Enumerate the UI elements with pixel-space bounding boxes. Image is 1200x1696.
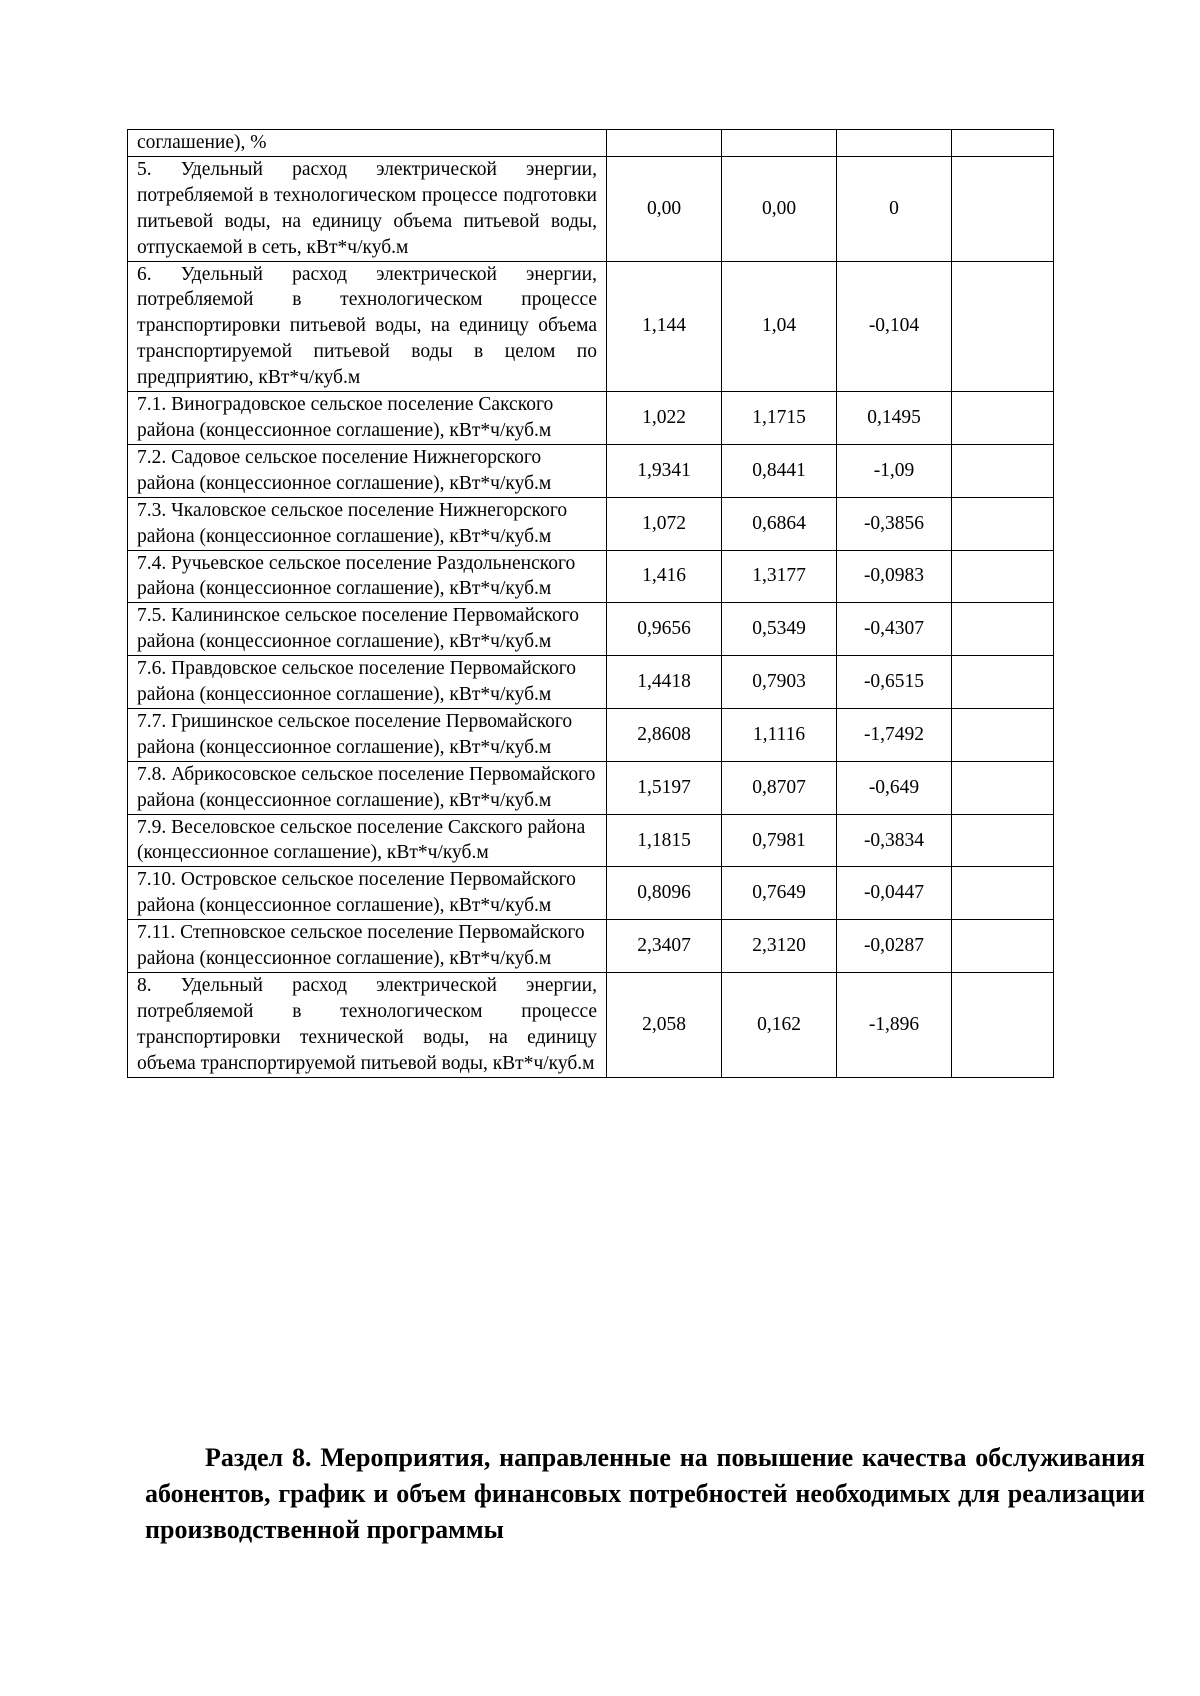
- value-cell-4: [952, 550, 1054, 603]
- table-row: [128, 497, 1054, 550]
- value-cell-4: [952, 656, 1054, 709]
- value-cell-2: 0,8441: [722, 444, 837, 497]
- value-cell-3: -0,0983: [837, 550, 952, 603]
- value-cell-4: [952, 973, 1054, 1078]
- indicator-name-cell: 7.7. Гришинское сельское поселение Первомайского района (концессионное соглашение), кВт*ч/куб.м: [128, 708, 607, 761]
- value-cell-1: 2,058: [607, 973, 722, 1078]
- indicator-name-cell: 7.3. Чкаловское сельское поселение Нижнегорского района (концессионное соглашение), кВт*ч/куб.м: [128, 497, 607, 550]
- value-cell-4: [952, 130, 1054, 157]
- value-cell-2: 1,1116: [722, 708, 837, 761]
- table-row: [128, 920, 1054, 973]
- value-cell-1: 1,022: [607, 392, 722, 445]
- table-row: [128, 444, 1054, 497]
- value-cell-2: 1,1715: [722, 392, 837, 445]
- value-cell-1: 1,1815: [607, 814, 722, 867]
- table-row: [128, 761, 1054, 814]
- table-row: [128, 392, 1054, 445]
- value-cell-2: 0,162: [722, 973, 837, 1078]
- value-cell-3: -0,6515: [837, 656, 952, 709]
- value-cell-1: 2,8608: [607, 708, 722, 761]
- value-cell-4: [952, 761, 1054, 814]
- indicator-name-cell: 6. Удельный расход электрической энергии, потребляемой в технологическом процессе транспортировки питьевой воды, на единицу объема транспортируемой питьевой воды в целом по предприятию, кВт*ч/куб.м: [128, 261, 607, 392]
- indicators-table-body: [128, 130, 1054, 1078]
- value-cell-1: 1,9341: [607, 444, 722, 497]
- value-cell-4: [952, 867, 1054, 920]
- value-cell-4: [952, 392, 1054, 445]
- value-cell-2: 0,6864: [722, 497, 837, 550]
- value-cell-4: [952, 444, 1054, 497]
- value-cell-3: -0,0447: [837, 867, 952, 920]
- table-row: [128, 156, 1054, 261]
- value-cell-3: -0,104: [837, 261, 952, 392]
- value-cell-4: [952, 814, 1054, 867]
- value-cell-2: 0,8707: [722, 761, 837, 814]
- value-cell-1: 1,072: [607, 497, 722, 550]
- value-cell-4: [952, 708, 1054, 761]
- value-cell-3: -1,7492: [837, 708, 952, 761]
- value-cell-1: 0,8096: [607, 867, 722, 920]
- table-row: [128, 973, 1054, 1078]
- value-cell-2: 1,04: [722, 261, 837, 392]
- value-cell-3: -1,896: [837, 973, 952, 1078]
- value-cell-3: 0: [837, 156, 952, 261]
- table-row: [128, 708, 1054, 761]
- value-cell-3: -0,4307: [837, 603, 952, 656]
- value-cell-2: 0,5349: [722, 603, 837, 656]
- indicator-name-cell: 7.9. Веселовское сельское поселение Сакского района (концессионное соглашение), кВт*ч/куб.м: [128, 814, 607, 867]
- indicator-name-cell: 7.11. Степновское сельское поселение Первомайского района (концессионное соглашение), кВт*ч/куб.м: [128, 920, 607, 973]
- value-cell-2: 0,7903: [722, 656, 837, 709]
- indicator-name-cell: 8. Удельный расход электрической энергии, потребляемой в технологическом процессе транспортировки технической воды, на единицу объема транспортируемой питьевой воды, кВт*ч/куб.м: [128, 973, 607, 1078]
- indicator-name-cell: 7.5. Калининское сельское поселение Первомайского района (концессионное соглашение), кВт*ч/куб.м: [128, 603, 607, 656]
- table-row: [128, 867, 1054, 920]
- value-cell-1: 2,3407: [607, 920, 722, 973]
- value-cell-1: 0,9656: [607, 603, 722, 656]
- indicators-table: [127, 129, 1054, 1078]
- value-cell-3: -0,3856: [837, 497, 952, 550]
- table-row: [128, 656, 1054, 709]
- value-cell-3: -0,649: [837, 761, 952, 814]
- table-row: [128, 550, 1054, 603]
- value-cell-2: [722, 130, 837, 157]
- value-cell-4: [952, 156, 1054, 261]
- table-row: [128, 261, 1054, 392]
- value-cell-3: -1,09: [837, 444, 952, 497]
- value-cell-1: 1,144: [607, 261, 722, 392]
- value-cell-1: [607, 130, 722, 157]
- indicator-name-cell: 7.8. Абрикосовское сельское поселение Первомайского района (концессионное соглашение), кВт*ч/куб.м: [128, 761, 607, 814]
- indicator-name-cell: соглашение), %: [128, 130, 607, 157]
- value-cell-4: [952, 603, 1054, 656]
- section-heading: Раздел 8. Мероприятия, направленные на повышение качества обслуживания абонентов, график и объем финансовых потребностей необходимых для реализации производственной программы: [145, 1443, 1145, 1544]
- value-cell-3: -0,3834: [837, 814, 952, 867]
- indicator-name-cell: 7.4. Ручьевское сельское поселение Раздольненского района (концессионное соглашение), кВт*ч/куб.м: [128, 550, 607, 603]
- value-cell-2: 2,3120: [722, 920, 837, 973]
- value-cell-2: 0,7649: [722, 867, 837, 920]
- table-row: [128, 603, 1054, 656]
- value-cell-1: 1,416: [607, 550, 722, 603]
- value-cell-4: [952, 920, 1054, 973]
- value-cell-4: [952, 261, 1054, 392]
- indicator-name-cell: 5. Удельный расход электрической энергии, потребляемой в технологическом процессе подготовки питьевой воды, на единицу объема питьевой воды, отпускаемой в сеть, кВт*ч/куб.м: [128, 156, 607, 261]
- indicator-name-cell: 7.1. Виноградовское сельское поселение Сакского района (концессионное соглашение), кВт*ч/куб.м: [128, 392, 607, 445]
- value-cell-3: [837, 130, 952, 157]
- value-cell-1: 1,5197: [607, 761, 722, 814]
- value-cell-2: 0,7981: [722, 814, 837, 867]
- value-cell-2: 0,00: [722, 156, 837, 261]
- table-row: [128, 814, 1054, 867]
- value-cell-1: 1,4418: [607, 656, 722, 709]
- table-row: [128, 130, 1054, 157]
- value-cell-3: -0,0287: [837, 920, 952, 973]
- value-cell-3: 0,1495: [837, 392, 952, 445]
- indicator-name-cell: 7.10. Островское сельское поселение Первомайского района (концессионное соглашение), кВт*ч/куб.м: [128, 867, 607, 920]
- indicator-name-cell: 7.2. Садовое сельское поселение Нижнегорского района (концессионное соглашение), кВт*ч/куб.м: [128, 444, 607, 497]
- value-cell-2: 1,3177: [722, 550, 837, 603]
- value-cell-1: 0,00: [607, 156, 722, 261]
- indicator-name-cell: 7.6. Правдовское сельское поселение Первомайского района (концессионное соглашение), кВт*ч/куб.м: [128, 656, 607, 709]
- value-cell-4: [952, 497, 1054, 550]
